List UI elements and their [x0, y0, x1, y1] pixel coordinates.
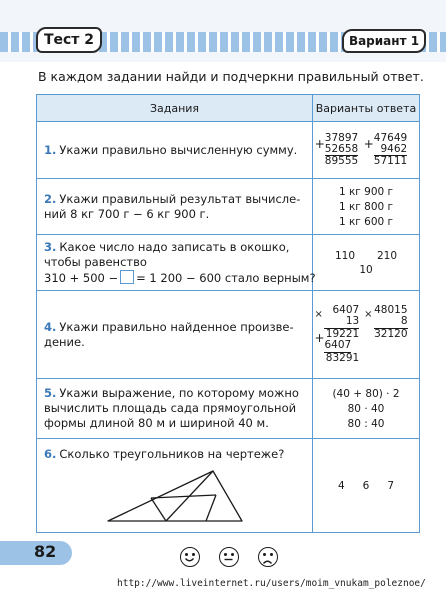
task-4: 4. Укажи правильно найденное произве- дение. — [37, 291, 313, 379]
answers-5 — [313, 379, 420, 439]
table-row — [37, 379, 420, 439]
instruction-text: В каждом задании найди и подчеркни правильный ответ. — [38, 69, 424, 84]
answer-5a[interactable]: (40 + 80) · 2 — [332, 387, 400, 400]
test-table — [36, 94, 420, 533]
task-1: 1. Укажи правильно вычисленную сумму. — [37, 122, 313, 179]
answer-2a[interactable]: 1 кг 900 г — [338, 185, 394, 198]
answer-5b[interactable]: 80 · 40 — [347, 402, 385, 415]
table-row — [37, 122, 420, 179]
neutral-face-icon[interactable] — [219, 547, 239, 567]
answer-6b[interactable]: 6 — [362, 479, 370, 492]
answer-2b[interactable]: 1 кг 800 г — [338, 200, 394, 213]
answers-1 — [313, 122, 420, 179]
answer-3b[interactable]: 210 — [377, 249, 398, 262]
answer-2c[interactable]: 1 кг 600 г — [338, 215, 394, 228]
col-header-answers: Варианты ответа — [313, 95, 420, 122]
table-row — [37, 235, 420, 291]
task-5: 5. Укажи выражение, по которому можно вычислить площадь сада прямоугольной формы длиной 80 м и шириной 40 м. — [37, 379, 313, 439]
answer-6a[interactable]: 4 — [337, 479, 345, 492]
answers-3 — [313, 235, 420, 291]
col-header-tasks: Задания — [37, 95, 313, 122]
answer-4a[interactable]: × + 6407 13 19221 6407 83291 — [314, 303, 360, 364]
answer-5c[interactable]: 80 : 40 — [347, 417, 385, 430]
sad-face-icon[interactable] — [258, 547, 278, 567]
task-3: 3. Какое число надо записать в окошко, чтобы равенство 310 + 500 − = 1 200 − 600 стало верным? — [37, 235, 313, 291]
triangles-drawing — [106, 468, 246, 524]
table-row — [37, 439, 420, 533]
table-row — [37, 291, 420, 379]
happy-face-icon[interactable] — [180, 547, 200, 567]
page-number: 82 — [34, 542, 57, 561]
answers-6 — [313, 439, 420, 533]
answer-1b[interactable]: + 47649 9462 57111 — [363, 132, 408, 167]
answer-3c[interactable]: 10 — [359, 263, 373, 276]
answer-4b[interactable]: × 48015 8 32120 — [364, 303, 408, 340]
task-1-text: Укажи правильно вычисленную сумму. — [59, 142, 298, 157]
table-row — [37, 179, 420, 235]
source-url[interactable]: http://www.liveinternet.ru/users/moim_vnukam_poleznoe/ — [117, 578, 426, 589]
test-badge: Тест 2 — [36, 27, 102, 53]
answer-3a[interactable]: 110 — [334, 249, 355, 262]
answers-2 — [313, 179, 420, 235]
task-2: 2. Укажи правильный результат вычисле- ний 8 кг 700 г − 6 кг 900 г. — [37, 179, 313, 235]
answers-4 — [313, 291, 420, 379]
variant-badge: Вариант 1 — [342, 29, 426, 53]
answer-1a[interactable]: + 37897 52658 89555 — [314, 132, 359, 167]
answer-box[interactable] — [120, 270, 134, 284]
task-6: 6. Сколько треугольников на чертеже? — [37, 439, 313, 533]
answer-6c[interactable]: 7 — [387, 479, 395, 492]
